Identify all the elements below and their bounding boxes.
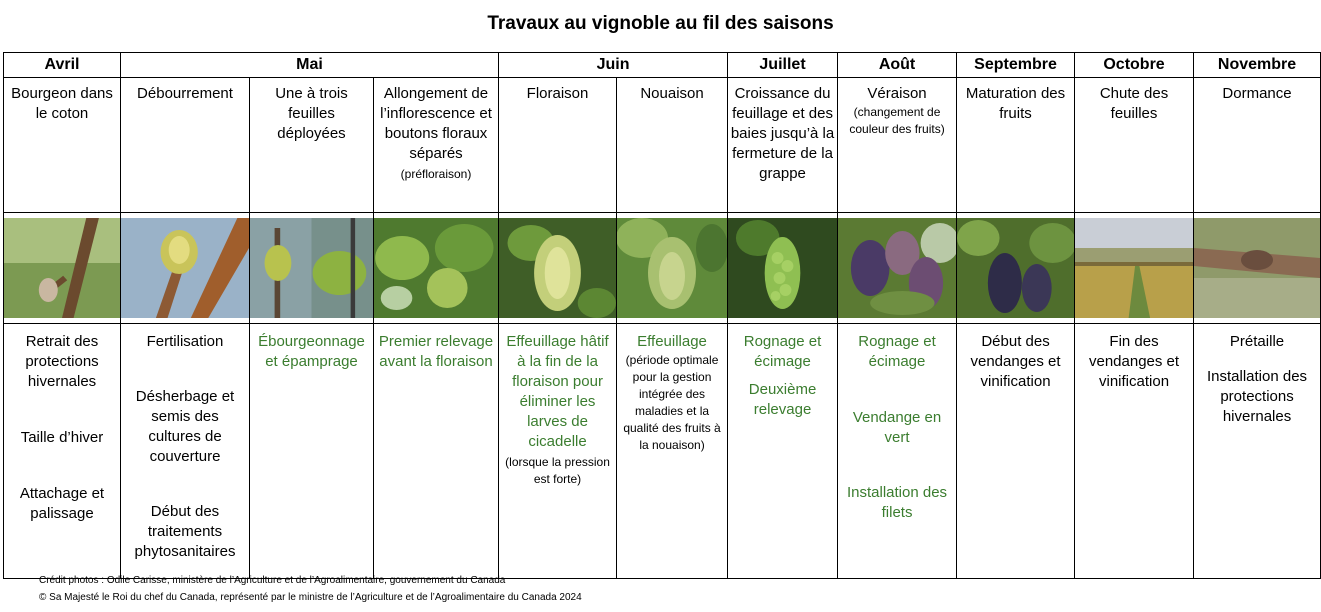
stage-feuilles: Une à trois feuilles déployées [250, 78, 374, 213]
tasks-avril [4, 324, 121, 579]
tasks-aout [838, 324, 957, 579]
copyright-notice: © Sa Majesté le Roi du chef du Canada, représenté par le ministre de l’Agriculture et de l’Agroalimentaire du Canada 2024 [39, 592, 582, 603]
task-item: Rognage et écimage [743, 333, 822, 370]
task-item: Effeuillage hâtif à la fin de la floraison pour éliminer les larves de cicadelle [506, 333, 609, 450]
inflorescence-elongation-photo [374, 218, 498, 318]
month-header-aout: Août [838, 53, 957, 78]
leaf-fall-photo [1075, 218, 1193, 318]
stage-veraison-label: Véraison [867, 85, 927, 102]
month-header-mai: Mai [121, 53, 499, 78]
month-header-juillet: Juillet [728, 53, 838, 78]
stage-maturation: Maturation des fruits [957, 78, 1075, 213]
photo-cell-allongement [374, 213, 499, 324]
task-item: Désherbage et semis des cultures de couverture [135, 388, 235, 465]
task-item: Prétaille [1229, 333, 1285, 350]
photo-cell-dormance [1194, 213, 1321, 324]
task-item: Taille d’hiver [20, 429, 104, 446]
tasks-mai-allongement [374, 324, 499, 579]
stage-chute: Chute des feuilles [1075, 78, 1194, 213]
month-header-juin: Juin [499, 53, 728, 78]
tasks-novembre [1194, 324, 1321, 579]
budbreak-photo [121, 218, 249, 318]
task-item: Fertilisation [146, 333, 224, 350]
task-item: Début des traitements phytosanitaires [134, 503, 236, 560]
fruit-set-photo [617, 218, 727, 318]
dormant-bud-photo [1194, 218, 1320, 318]
task-item: Rognage et écimage [858, 333, 936, 370]
photo-cell-feuilles [250, 213, 374, 324]
stage-debourrement: Débourrement [121, 78, 250, 213]
task-item: Vendange en vert [852, 409, 942, 446]
photo-cell-veraison [838, 213, 957, 324]
berry-growth-photo [728, 218, 837, 318]
task-item: Ébourgeonnage et épamprage [258, 333, 365, 370]
photo-cell-debourrement [121, 213, 250, 324]
stage-bourgeon: Bourgeon dans le coton [4, 78, 121, 213]
photo-cell-nouaison [617, 213, 728, 324]
stage-croissance: Croissance du feuillage et des baies jusqu’à la fermeture de la grappe [728, 78, 838, 213]
vineyard-calendar-table [3, 52, 1321, 579]
task-item: Effeuillage [637, 333, 707, 350]
photo-cell-floraison [499, 213, 617, 324]
stage-veraison-note: (changement de couleur des fruits) [849, 105, 945, 136]
veraison-photo [838, 218, 956, 318]
task-item: Deuxième relevage [748, 381, 817, 418]
task-item: Premier relevage avant la floraison [378, 333, 494, 370]
tasks-mai-debourrement [121, 324, 250, 579]
photo-cell-bourgeon [4, 213, 121, 324]
tasks-juin-nouaison [617, 324, 728, 579]
task-item: Attachage et palissage [19, 485, 105, 522]
stage-nouaison: Nouaison [617, 78, 728, 213]
photo-credit: Crédit photos : Odile Carisse, ministère de l’Agriculture et de l’Agroalimentaire, gouvernement du Canada [39, 575, 506, 586]
stage-allongement-label: Allongement de l’inflorescence et boutons floraux séparés [380, 85, 492, 162]
task-item: Installation des filets [846, 484, 948, 521]
task-note: (période optimale pour la gestion intégrée des maladies et la qualité des fruits à la nouaison) [623, 353, 721, 452]
month-header-novembre: Novembre [1194, 53, 1321, 78]
stage-dormance: Dormance [1194, 78, 1321, 213]
task-item: Installation des protections hivernales [1206, 368, 1308, 425]
photo-cell-maturation [957, 213, 1075, 324]
month-header-avril: Avril [4, 53, 121, 78]
task-item: Début des vendanges et vinification [970, 333, 1061, 390]
ripening-photo [957, 218, 1074, 318]
flowering-photo [499, 218, 616, 318]
first-leaves-photo [250, 218, 373, 318]
bud-in-cotton-photo [4, 218, 120, 318]
tasks-septembre [957, 324, 1075, 579]
tasks-mai-feuilles [250, 324, 374, 579]
photo-cell-croissance [728, 213, 838, 324]
stage-floraison: Floraison [499, 78, 617, 213]
stage-veraison [838, 78, 957, 213]
photo-cell-chute [1075, 213, 1194, 324]
task-note: (lorsque la pression est forte) [505, 455, 610, 486]
month-header-septembre: Septembre [957, 53, 1075, 78]
task-item: Fin des vendanges et vinification [1088, 333, 1180, 390]
task-item: Retrait des protections hivernales [25, 333, 99, 390]
tasks-octobre [1075, 324, 1194, 579]
month-header-octobre: Octobre [1075, 53, 1194, 78]
stage-allongement [374, 78, 499, 213]
stage-allongement-note: (préfloraison) [400, 167, 472, 181]
tasks-juin-floraison [499, 324, 617, 579]
page-title: Travaux au vignoble au fil des saisons [487, 13, 834, 34]
tasks-juillet [728, 324, 838, 579]
